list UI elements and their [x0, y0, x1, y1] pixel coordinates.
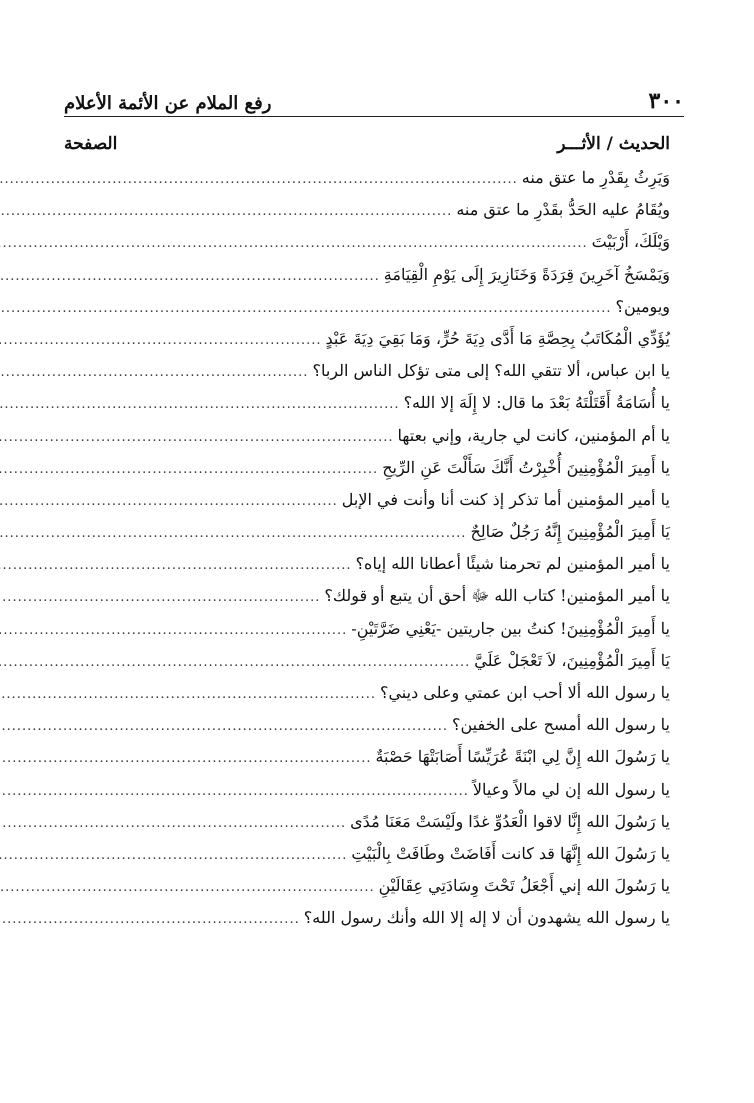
entry-text: يا أَمِيرَ الْمُؤْمِنِينَ! كنتُ بين جاريتين -يَعْنِي ضَرَّتَيْنِ-	[351, 618, 670, 638]
leader-dots	[0, 784, 469, 799]
leader-dots	[0, 301, 611, 316]
leader-dots	[0, 494, 338, 509]
leader-dots	[0, 719, 448, 734]
entry-text: يا رَسُولَ الله إني أَجْعَلُ تَحْتَ وِسَادَتِي عِقَالَيْنِ	[378, 876, 670, 896]
entry-text: يا رَسُولَ الله إِنَّهَا قد كانت أَفَاضَتْ وطَافَتْ بِالْبَيْتِ	[351, 843, 670, 863]
index-entries	[64, 168, 670, 941]
leader-dots	[0, 462, 378, 477]
leader-dots	[0, 590, 320, 605]
entry-text: يا أَمِيرَ الْمُؤْمِنِينَ أُخْبِرْتُ أَنَّكَ سَأَلْتَ عَنِ الرِّيحِ	[382, 457, 670, 477]
index-entry	[64, 844, 670, 876]
index-entry	[64, 747, 670, 779]
index-entry	[64, 651, 670, 683]
book-title: رفع الملام عن الأئمة الأعلام	[64, 93, 272, 114]
index-entry	[64, 200, 670, 232]
index-entry	[64, 683, 670, 715]
entry-text: يا رَسُولَ الله إِنَّا لاقوا الْعَدُوِّ غدًا ولَيْسَتْ مَعَنَا مُدًى	[350, 811, 670, 831]
leader-dots	[0, 816, 346, 831]
index-entry	[64, 393, 670, 425]
index-entry	[64, 522, 670, 554]
leader-dots	[0, 365, 308, 380]
page-header	[64, 80, 684, 114]
index-entry	[64, 168, 670, 200]
leader-dots	[0, 236, 588, 251]
index-entry	[64, 812, 670, 844]
entry-text: يُؤَدِّي الْمُكَاتَبُ بِحِصَّةِ مَا أَدَّى دِيَةَ حُرٍّ، وَمَا بَقِيَ دِيَةَ عَبْدٍ	[325, 328, 670, 348]
index-entry	[64, 619, 670, 651]
entry-text: وَيَمْسَخُ آخَرِينَ قِرَدَةً وَخَنَازِيرَ إِلَى يَوْمِ الْقِيَامَةِ	[383, 264, 670, 284]
leader-dots	[0, 526, 466, 541]
entry-text: يا رَسُولَ الله إِنَّ لِي ابْنَةً عُرَيِّسًا أَصَابَتْهَا حَصْبَةٌ	[375, 747, 670, 767]
leader-dots	[0, 655, 470, 670]
index-entry	[64, 297, 670, 329]
leader-dots	[0, 751, 371, 766]
leader-dots	[0, 558, 352, 573]
index-entry	[64, 876, 670, 908]
entry-text: يا أُسَامَةُ أَقَتَلْتَهُ بَعْدَ ما قال: لا إِلَهَ إلا الله؟	[403, 393, 670, 413]
leader-dots	[0, 397, 400, 412]
entry-text: يَا أَمِيرَ الْمُؤْمِنِينَ، لاَ تَعْجَلْ عَلَيَّ	[474, 650, 670, 670]
leader-dots	[0, 269, 380, 284]
leader-dots	[0, 687, 376, 702]
index-entry	[64, 458, 670, 490]
index-entry	[64, 554, 670, 586]
entry-text: يا رسول الله يشهدون أن لا إله إلا الله وأنك رسول الله؟	[303, 908, 670, 928]
entry-text: يا أمير المؤمنين أما تذكر إذ كنت أنا وأنت في الإبل	[341, 489, 670, 509]
page-column-header: الصفحة	[64, 134, 118, 154]
index-entry	[64, 908, 670, 940]
index-entry	[64, 715, 670, 747]
index-entry	[64, 586, 670, 618]
column-headers	[64, 134, 670, 154]
leader-dots	[0, 880, 375, 895]
entry-text: وَيَرِثُ بِقَدْرِ ما عتق منه	[521, 168, 670, 187]
leader-dots	[0, 430, 394, 445]
header-rule	[64, 116, 684, 117]
entry-text: وَيْلَكَ، أَرْبَيْتَ	[591, 232, 670, 252]
leader-dots	[0, 623, 347, 638]
page-number: ٣٠٠	[648, 88, 684, 114]
entry-text: يا أمير المؤمنين! كتاب الله ﷻ أحق أن يتبع أو قولك؟	[324, 586, 670, 606]
leader-dots	[0, 912, 300, 927]
leader-dots	[0, 848, 347, 863]
leader-dots	[0, 204, 452, 219]
entry-text: يا أمير المؤمنين لم تحرمنا شيئًا أعطانا الله إياه؟	[355, 554, 670, 574]
index-entry	[64, 490, 670, 522]
leader-dots	[0, 333, 322, 348]
index-entry	[64, 426, 670, 458]
index-entry	[64, 780, 670, 812]
entry-text: ويومين؟	[615, 296, 670, 316]
entry-text: يا رسول الله أمسح على الخفين؟	[451, 715, 670, 735]
entry-text: يا رسول الله إن لي مالاً وعيالاً	[472, 779, 670, 799]
index-entry	[64, 232, 670, 264]
leader-dots	[0, 172, 518, 187]
entry-text: يا رسول الله ألا أحب ابن عمتي وعلى ديني؟	[379, 683, 670, 702]
entry-text: ويُقَامُ عليه الحَدُّ بقَدْرِ ما عتق منه	[456, 200, 670, 220]
index-entry	[64, 329, 670, 361]
index-entry	[64, 265, 670, 297]
hadith-column-header: الحديث / الأثـــر	[557, 134, 670, 154]
index-entry	[64, 361, 670, 393]
entry-text: يا أم المؤمنين، كانت لي جارية، وإني بعتها	[397, 425, 670, 445]
entry-text: يا ابن عباس، ألا تتقي الله؟ إلى متى تؤكل الناس الربا؟	[312, 361, 670, 381]
entry-text: يَا أَمِيرَ الْمُؤْمِنِينَ إِنَّهُ رَجُلٌ صَالِحٌ	[470, 522, 670, 542]
